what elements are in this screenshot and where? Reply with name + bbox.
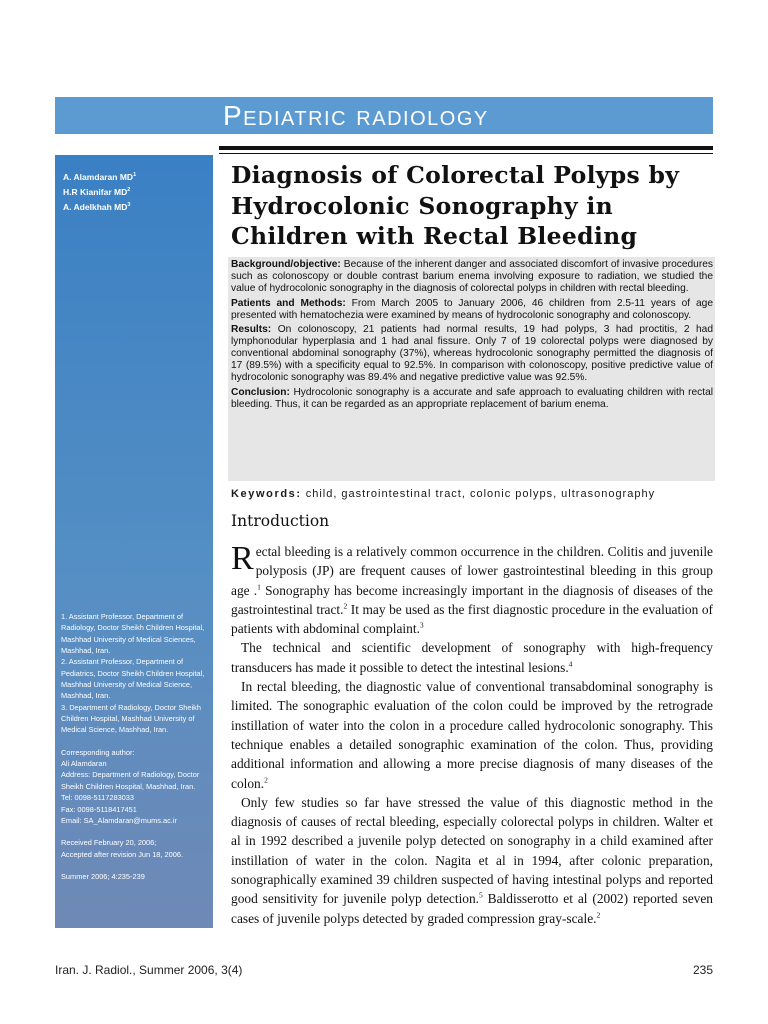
body-text: ectal bleeding is a relatively common occurrence in the children. Colitis and juvenile polyposis (JP) are frequent causes of lower gastrointestinal bleeding in this group age .: [231, 544, 713, 598]
issue-info: Summer 2006; 4:235-239: [61, 871, 145, 881]
header-rule: [219, 146, 713, 154]
body-paragraph: [231, 542, 713, 638]
body-paragraph: [231, 793, 713, 928]
body-text: Sonography has become increasingly important in the diagnosis of diseases of the gastrointestinal tract.: [231, 582, 713, 617]
abstract-background: [231, 259, 713, 295]
abstract-methods: [231, 298, 713, 322]
header-rule-thick: [219, 146, 713, 150]
page-footer: [55, 963, 713, 977]
abstract-label: Patients and Methods:: [231, 297, 346, 309]
abstract-text: From March 2005 to January 2006, 46 children from 2.5-11 years of age presented with hematochezia were examined by means of hydrocolonic sonography and colonoscopy.: [231, 297, 713, 321]
body-text: It may be used as the first diagnostic procedure in the evaluation of patients with abdominal complaint.: [231, 601, 713, 637]
correspondence-name: Ali Alamdaran: [61, 759, 107, 769]
body-paragraph: [231, 677, 713, 793]
correspondence-label: Corresponding author:: [61, 747, 135, 757]
keywords-text: child, gastrointestinal tract, colonic polyps, ultrasonography: [301, 488, 656, 500]
received-date: Received February 20, 2006;: [61, 838, 157, 848]
correspondence-fax: Fax: 0098-5118417451: [61, 804, 137, 814]
correspondence-address: Address: Department of Radiology, Doctor Sheikh Children Hospital, Mashhad, Iran.: [61, 770, 200, 791]
body-text: Baldisserotto et al (2002) reported seven cases of juvenile polyps detected by graded compression gray-scale.: [231, 891, 713, 926]
author-item: [63, 169, 136, 184]
abstract-results: [231, 324, 713, 384]
body-paragraph: [231, 638, 713, 677]
body-text: Only few studies so far have stressed the value of this diagnostic method in the diagnosis of causes of rectal bleeding, especially colorectal polyps in children. Walter et al in 1992 described a juvenile polyp detected on sonography in a child examined after instillation of water in the colon. Nagita et al in 1994, after colonic preparation, sonographically examined 39 children suspected of having intestinal polyps and reported good sensitivity for juvenile polyp detection.: [231, 794, 713, 907]
author-item: [63, 184, 136, 199]
abstract-box: [228, 257, 715, 481]
page-number: 235: [692, 963, 713, 977]
abstract-label: Results:: [231, 324, 272, 336]
author-name: A. Adelkhah MD: [63, 201, 128, 212]
citation-ref: 1: [257, 582, 261, 592]
citation-ref: 2: [596, 910, 601, 920]
affiliation: 1. Assistant Professor, Department of Radiology, Doctor Sheikh Children Hospital, Mashhad University of Medical Sciences, Mashhad, Iran.: [61, 612, 205, 656]
body-text: The technical and scientific development of sonography with high-frequency transducers has made it possible to detect the intestinal lesions.: [231, 640, 713, 675]
citation-ref: 5: [479, 890, 483, 900]
author-ref: 2: [127, 186, 131, 193]
affiliation: 3. Department of Radiology, Doctor Sheikh Children Hospital, Mashhad University of Medical Science, Mashhad, Iran.: [61, 702, 201, 735]
abstract-text: Because of the inherent danger and associated discomfort of invasive procedures such as colonoscopy or double contrast barium enema involving exposure to radiation, we studied the value of hydrocolonic sonography in the diagnosis of colorectal polyps in children with rectal bleeding.: [231, 259, 713, 295]
correspondence-email: Email: SA_Alamdaran@mums.ac.ir: [61, 815, 177, 825]
correspondence-tel: Tel: 0098-5117283033: [61, 793, 135, 803]
author-item: [63, 199, 136, 214]
abstract-conclusion: [231, 387, 713, 411]
sidebar-notes: [61, 611, 211, 882]
article-title: Diagnosis of Colorectal Polyps by Hydrocolonic Sonography in Children with Rectal Bleeding: [231, 161, 680, 250]
abstract-text: Hydrocolonic sonography is a accurate and safe approach to evaluating children with rectal bleeding. Thus, it can be regarded as an appropriate replacement of barium enema.: [231, 386, 713, 410]
abstract-text: On colonoscopy, 21 patients had normal results, 19 had polyps, 3 had proctitis, 2 had lymphonodular hyperplasia and 1 had anal fissure. Only 7 of 19 colorectal polyps were diagnosed by conventional abdominal sonography (37%), whereas hydrocolonic sonography permitted the diagnosis of 17 (89.5%) with a specificity equal to 92.5%. In comparison with colonoscopy, positive predictive value of hydrocolonic sonography was 89.4% and negative predictive value was 92.5%.: [231, 324, 713, 384]
title-block: [231, 160, 715, 252]
citation-ref: 4: [568, 659, 573, 669]
author-ref: 3: [127, 201, 131, 208]
author-ref: 1: [133, 172, 137, 178]
body-text: In rectal bleeding, the diagnostic value of conventional transabdominal sonography is limited. The sonographic evaluation of the colon could be improved by the retrograde instillation of water into the colon in a procedure called hydrocolonic sonography. This technique enables a detailed sonographic examination of the colon. Thus, providing additional information and allowing a more precise diagnosis of many diseases of the colon.: [231, 679, 713, 791]
header-rule-thin: [219, 153, 713, 154]
sidebar: [55, 155, 213, 928]
section-banner: Pediatric radiology: [55, 97, 713, 134]
author-name: A. Alamdaran MD: [63, 171, 134, 182]
drop-cap: R: [231, 540, 254, 577]
section-heading-introduction: Introduction: [231, 512, 330, 530]
accepted-date: Accepted after revision Jun 18, 2006.: [61, 849, 184, 859]
footer-citation: Iran. J. Radiol., Summer 2006, 3(4): [55, 963, 243, 977]
author-name: H.R Kianifar MD: [63, 186, 128, 197]
citation-ref: 2: [264, 775, 268, 785]
citation-ref: 2: [343, 601, 348, 611]
affiliation: 2. Assistant Professor, Department of Pediatrics, Doctor Sheikh Children Hospital, Mashhad University of Medical Science, Mashhad, Iran.: [61, 657, 205, 701]
keywords-label: Keywords:: [231, 488, 302, 500]
article-body: [231, 542, 713, 928]
keywords-line: [231, 488, 715, 500]
abstract-label: Background/objective:: [231, 259, 341, 270]
abstract-label: Conclusion:: [231, 386, 290, 398]
citation-ref: 3: [419, 620, 424, 630]
author-list: [63, 169, 136, 213]
